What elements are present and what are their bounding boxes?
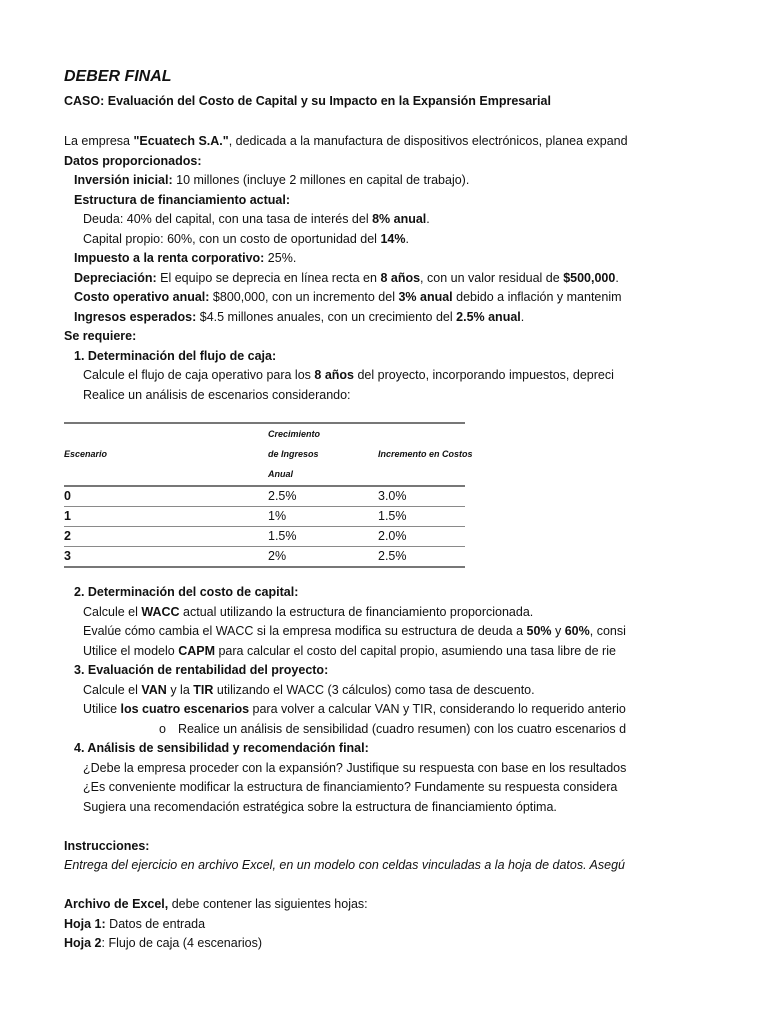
cell-crecimiento: 2.5% (268, 489, 297, 503)
cell-incremento: 1.5% (378, 509, 407, 523)
hoja-2-line: Hoja 2: Flujo de caja (4 escenarios) (64, 936, 263, 950)
cell-crecimiento: 1.5% (268, 529, 297, 543)
header-crecimiento-1: Crecimiento (268, 429, 321, 439)
section-datos (64, 132, 628, 405)
costo-line: Costo operativo anual: $800,000, con un incremento del 3% anual debido a inflación y mantenim (74, 290, 622, 304)
hoja-1-line: Hoja 1: Datos de entrada (64, 916, 206, 931)
impuesto-line: Impuesto a la renta corporativo: 25%. (74, 251, 297, 265)
table-row (64, 527, 465, 547)
page-title: DEBER FINAL (64, 68, 172, 85)
table-row (64, 487, 465, 507)
instrucciones-text: Entrega del ejercicio en archivo Excel, en un modelo con celdas vinculadas a la hoja de datos. Asegú (64, 858, 625, 872)
ingresos-line: Ingresos esperados: $4.5 millones anuales, con un crecimiento del 2.5% anual. (74, 309, 525, 324)
s2-heading: 2. Determinación del costo de capital: (74, 585, 299, 599)
bullet-marker: o (159, 721, 166, 736)
s4-heading: 4. Análisis de sensibilidad y recomendación final: (74, 741, 369, 755)
s2-line-2: Evalúe cómo cambia el WACC si la empresa modifica su estructura de deuda a 50% y 60%, consi (83, 624, 626, 638)
header-incremento: Incremento en Costos (378, 449, 473, 459)
s3-line-2: Utilice los cuatro escenarios para volver a calcular VAN y TIR, considerando lo requerido anterio (83, 702, 626, 716)
s3-line-1: Calcule el VAN y la TIR utilizando el WACC (3 cálculos) como tasa de descuento. (83, 682, 535, 697)
cell-incremento: 2.5% (378, 549, 407, 563)
datos-heading: Datos proporcionados: (64, 153, 202, 168)
s1-line-2: Realice un análisis de escenarios considerando: (83, 387, 351, 402)
table-row (64, 507, 465, 527)
instrucciones-heading: Instrucciones: (64, 838, 150, 853)
archivo-line: Archivo de Excel, debe contener las siguientes hojas: (64, 897, 368, 911)
s1-line-1: Calcule el flujo de caja operativo para los 8 años del proyecto, incorporando impuestos, depreci (83, 368, 614, 382)
section-requerimientos (64, 583, 627, 954)
cell-incremento: 3.0% (378, 489, 407, 503)
s4-line-3: Sugiera una recomendación estratégica sobre la estructura de financiamiento óptima. (83, 799, 557, 814)
inversion-line: Inversión inicial: 10 millones (incluye 2 millones en capital de trabajo). (74, 173, 470, 187)
capital-line: Capital propio: 60%, con un costo de oportunidad del 14%. (83, 231, 409, 246)
header-crecimiento-3: Anual (268, 469, 294, 479)
cell-crecimiento: 2% (268, 549, 287, 563)
depreciacion-line: Depreciación: El equipo se deprecia en línea recta en 8 años, con un valor residual de $500,000. (74, 270, 619, 285)
case-title: CASO: Evaluación del Costo de Capital y su Impacto en la Expansión Empresarial (64, 94, 551, 108)
cell-escenario: 3 (64, 549, 71, 563)
s3-heading: 3. Evaluación de rentabilidad del proyecto: (74, 663, 329, 677)
s2-line-1: Calcule el WACC actual utilizando la estructura de financiamiento proporcionada. (83, 604, 534, 619)
table-header (64, 422, 473, 487)
header-escenario: Escenario (64, 449, 108, 459)
cell-crecimiento: 1% (268, 509, 287, 523)
cell-escenario: 0 (64, 489, 71, 503)
estructura-heading: Estructura de financiamiento actual: (74, 192, 291, 207)
table-row (64, 547, 465, 568)
s4-line-1: ¿Debe la empresa proceder con la expansión? Justifique su respuesta con base en los resultados (83, 760, 627, 775)
s1-heading: 1. Determinación del flujo de caja: (74, 348, 277, 363)
cell-incremento: 2.0% (378, 529, 407, 543)
intro-line: La empresa "Ecuatech S.A.", dedicada a la manufactura de dispositivos electrónicos, planea expand (64, 134, 628, 148)
scenario-table (64, 422, 473, 568)
cell-escenario: 1 (64, 509, 71, 523)
cell-escenario: 2 (64, 529, 71, 543)
s3-bullet-line: o Realice un análisis de sensibilidad (cuadro resumen) con los cuatro escenarios d (159, 721, 627, 736)
s4-line-2: ¿Es conveniente modificar la estructura de financiamiento? Fundamente su respuesta considera (83, 780, 618, 794)
s2-line-3: Utilice el modelo CAPM para calcular el costo del capital propio, asumiendo una tasa libre de rie (83, 643, 616, 658)
requiere-heading: Se requiere: (64, 329, 137, 343)
header-crecimiento-2: de Ingresos (268, 449, 319, 459)
deuda-line: Deuda: 40% del capital, con una tasa de interés del 8% anual. (83, 212, 430, 226)
